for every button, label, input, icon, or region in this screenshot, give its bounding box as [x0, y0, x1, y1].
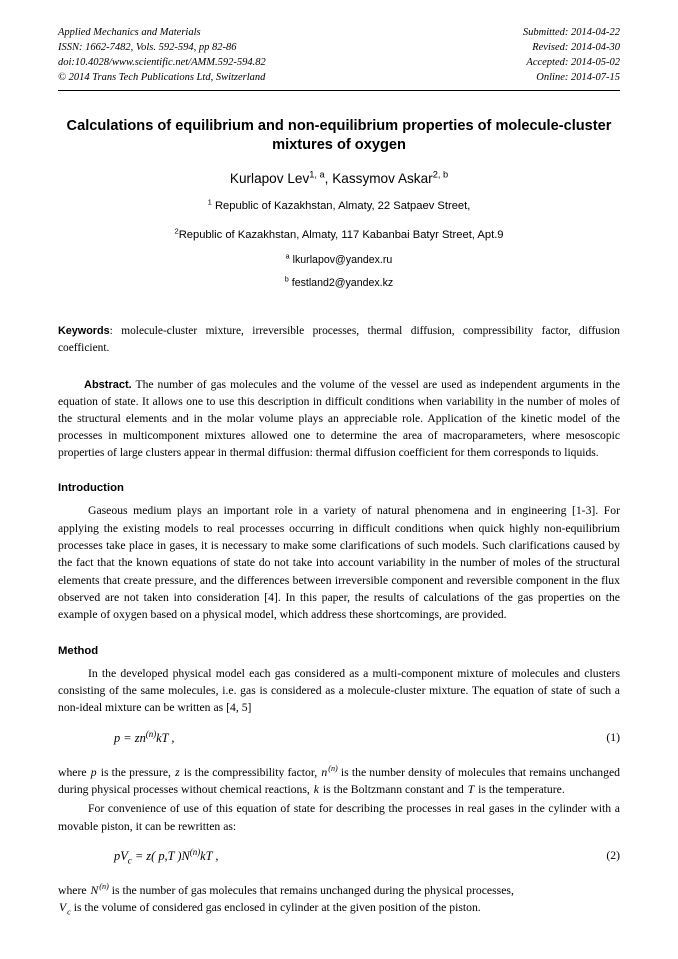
- abstract-label: Abstract.: [84, 378, 132, 391]
- author-1-name: Kurlapov Lev: [229, 171, 310, 186]
- email-1-address[interactable]: lkurlapov@yandex.ru: [292, 254, 393, 267]
- aeq1-var-k: k: [313, 782, 319, 796]
- aeq1-part5: is the Boltzmann constant and: [319, 782, 467, 796]
- aeq1-var-p: p: [90, 765, 97, 779]
- header-left: [58, 26, 266, 86]
- author-2-name: Kassymov Askar: [332, 171, 433, 186]
- journal-doi: doi:10.4028/www.scientific.net/AMM.592-594.82: [58, 56, 266, 68]
- after-equation-1-paragraph: [58, 764, 620, 799]
- equation-1-number: (1): [606, 730, 620, 744]
- email-1: [58, 251, 620, 267]
- abstract-block: [58, 376, 620, 462]
- date-online: Online: 2014-07-15: [536, 71, 620, 83]
- date-submitted: Submitted: 2014-04-22: [522, 27, 620, 38]
- affiliation-2-mark: 2: [174, 225, 179, 235]
- email-1-mark: a: [285, 251, 290, 261]
- abstract-text: The number of gas molecules and the volume of the vessel are used as independent arguments in the equation of state. It allows one to use this description in difficult conditions when variability in the number of moles of the structural elements and in the molar volume plays an appreciable role. Application of the kinetic model of the processes in multicomponent mixtures allowed one to determine the area of macroparameters, where mesoscopic properties of large clusters appear in thermal diffusion: thermal diffusion coefficient for them corresponds to liquids.: [58, 377, 620, 460]
- aeq1-part1: where: [58, 765, 90, 779]
- author-1-marks: 1, a: [309, 169, 325, 180]
- aeq1-part4: is the number density of molecules that remains unchanged during physical processes without chemical reactions,: [58, 765, 620, 796]
- aeq1-var-n: n: [321, 765, 328, 779]
- equation-2-body: $pV_c = z$( p,T )$N^{(n)}kT$ ,: [114, 846, 219, 866]
- affiliation-1-text: Republic of Kazakhstan, Almaty, 22 Satpaev Street,: [214, 200, 471, 212]
- email-2: [58, 274, 620, 290]
- email-2-mark: b: [284, 274, 289, 284]
- author-separator: ,: [324, 171, 333, 186]
- affiliation-1-mark: 1: [207, 197, 212, 207]
- email-2-address[interactable]: festland2@yandex.kz: [291, 277, 394, 290]
- method-paragraph: In the developed physical model each gas considered as a multi-component mixture of molecules and clusters consisting of the same molecules, i.e. gas is considered as a molecule-cluster mixture. The equation of state of such a non-ideal mixture can be written as [4, 5]: [58, 666, 620, 715]
- header-right: [523, 26, 620, 86]
- aeq2-var-N: N: [90, 883, 99, 897]
- aeq2-part3: is the volume of considered gas enclosed in cylinder at the given position of the piston.: [70, 901, 481, 915]
- author-2-marks: 2, b: [432, 169, 449, 180]
- journal-name: Applied Mechanics and Materials: [58, 27, 201, 38]
- affiliation-2: [58, 225, 620, 244]
- date-revised: Revised: 2014-04-30: [532, 41, 620, 53]
- affiliation-1: [58, 199, 620, 215]
- between-equations-paragraph: For convenience of use of this equation of state for describing the processes in real gases in the cylinder with a movable piston, it can be rewritten as:: [58, 802, 620, 833]
- journal-copyright: © 2014 Trans Tech Publications Ltd, Switzerland: [58, 71, 266, 83]
- equation-1-body: $p = zn^{(n)}kT$ ,: [114, 728, 175, 745]
- date-accepted: Accepted: 2014-05-02: [526, 56, 620, 68]
- aeq1-part2: is the pressure,: [97, 765, 175, 779]
- aeq1-var-n-sup: (n): [328, 763, 338, 773]
- aeq1-part6: is the temperature.: [475, 782, 565, 796]
- after-equation-2-paragraph: [58, 882, 620, 917]
- author-list: [58, 171, 620, 186]
- aeq2-var-N-sup: (n): [99, 881, 109, 891]
- introduction-paragraph: Gaseous medium plays an important role in a variety of natural phenomena and in engineering [1-3]. For applying the existing models to real processes occurring in difficult conditions when quick highly non-equilibrium processes take place in gases, it is necessary to make some clarifications of such models. Such clarifications caused by the fact that the known equations of state do not take into account variability in the number of moles of the structural elements that create pressure, and the differences between irreversible component and reversible component in the flux observed are not taken into consideration [4]. In this paper, the results of calculations of the gas properties on the example of oxygen based on a physical model, which address these shortcomings, are provided.: [58, 504, 620, 622]
- page-title: Calculations of equilibrium and non-equilibrium properties of molecule-cluster mixtures of oxygen: [66, 117, 612, 154]
- aeq2-part1: where: [58, 883, 90, 897]
- equation-2-row: [58, 846, 620, 868]
- keywords-label: Keywords: [58, 325, 110, 338]
- section-heading-method: Method: [58, 644, 99, 657]
- aeq1-part3: is the compressibility factor,: [180, 765, 321, 779]
- section-heading-introduction: Introduction: [58, 482, 124, 495]
- equation-2-number: (2): [606, 848, 620, 862]
- affiliation-2-text: Republic of Kazakhstan, Almaty, 117 Kabanbai Batyr Street, Apt.9: [178, 228, 504, 241]
- journal-header: [58, 26, 620, 91]
- aeq2-var-V: V: [59, 901, 67, 915]
- keywords-text: : molecule-cluster mixture, irreversible processes, thermal diffusion, compressibility factor, diffusion coefficient.: [58, 325, 620, 355]
- aeq1-var-z: z: [175, 765, 180, 779]
- aeq1-var-T: T: [467, 782, 475, 796]
- journal-issn: ISSN: 1662-7482, Vols. 592-594, pp 82-86: [58, 41, 237, 53]
- equation-1-row: [58, 728, 620, 750]
- aeq2-part2: is the number of gas molecules that remains unchanged during the physical processes,: [108, 883, 514, 897]
- keywords-block: [58, 323, 620, 357]
- aeq2-var-V-sub: c: [67, 907, 71, 917]
